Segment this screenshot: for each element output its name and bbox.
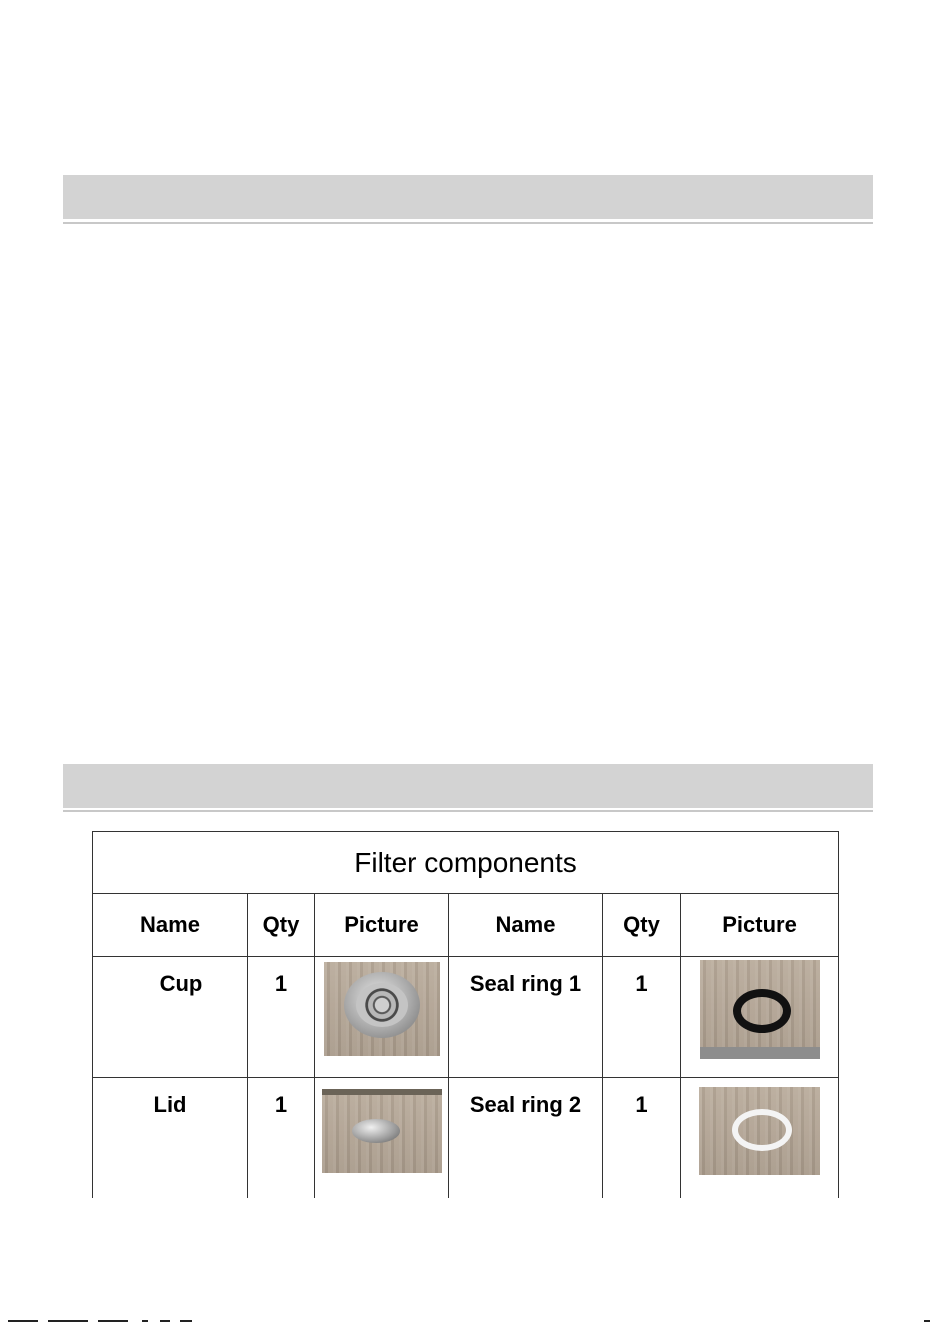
component-qty: 1 [248, 957, 315, 1078]
lid-photo [322, 1089, 442, 1173]
component-qty: 1 [603, 957, 681, 1078]
column-header-picture: Picture [681, 894, 839, 957]
column-header-name: Name [449, 894, 603, 957]
component-name: Cup [93, 957, 248, 1078]
component-qty: 1 [603, 1078, 681, 1199]
component-name: Seal ring 2 [449, 1078, 603, 1199]
cup-photo [324, 962, 440, 1056]
table-row [93, 1078, 839, 1199]
component-name: Lid [93, 1078, 248, 1199]
filter-components-table [92, 831, 839, 1198]
column-header-qty: Qty [248, 894, 315, 957]
black-seal-ring-photo [700, 960, 820, 1059]
component-name: Seal ring 1 [449, 957, 603, 1078]
table-row [93, 957, 839, 1078]
section-divider [63, 810, 873, 812]
white-seal-ring-photo [699, 1087, 820, 1175]
section-header-band [63, 764, 873, 808]
column-header-picture: Picture [315, 894, 449, 957]
page-edge-marks [0, 1318, 933, 1324]
section-header-band [63, 175, 873, 219]
section-divider [63, 222, 873, 224]
column-header-name: Name [93, 894, 248, 957]
column-header-qty: Qty [603, 894, 681, 957]
component-qty: 1 [248, 1078, 315, 1199]
table-title: Filter components [93, 832, 839, 894]
